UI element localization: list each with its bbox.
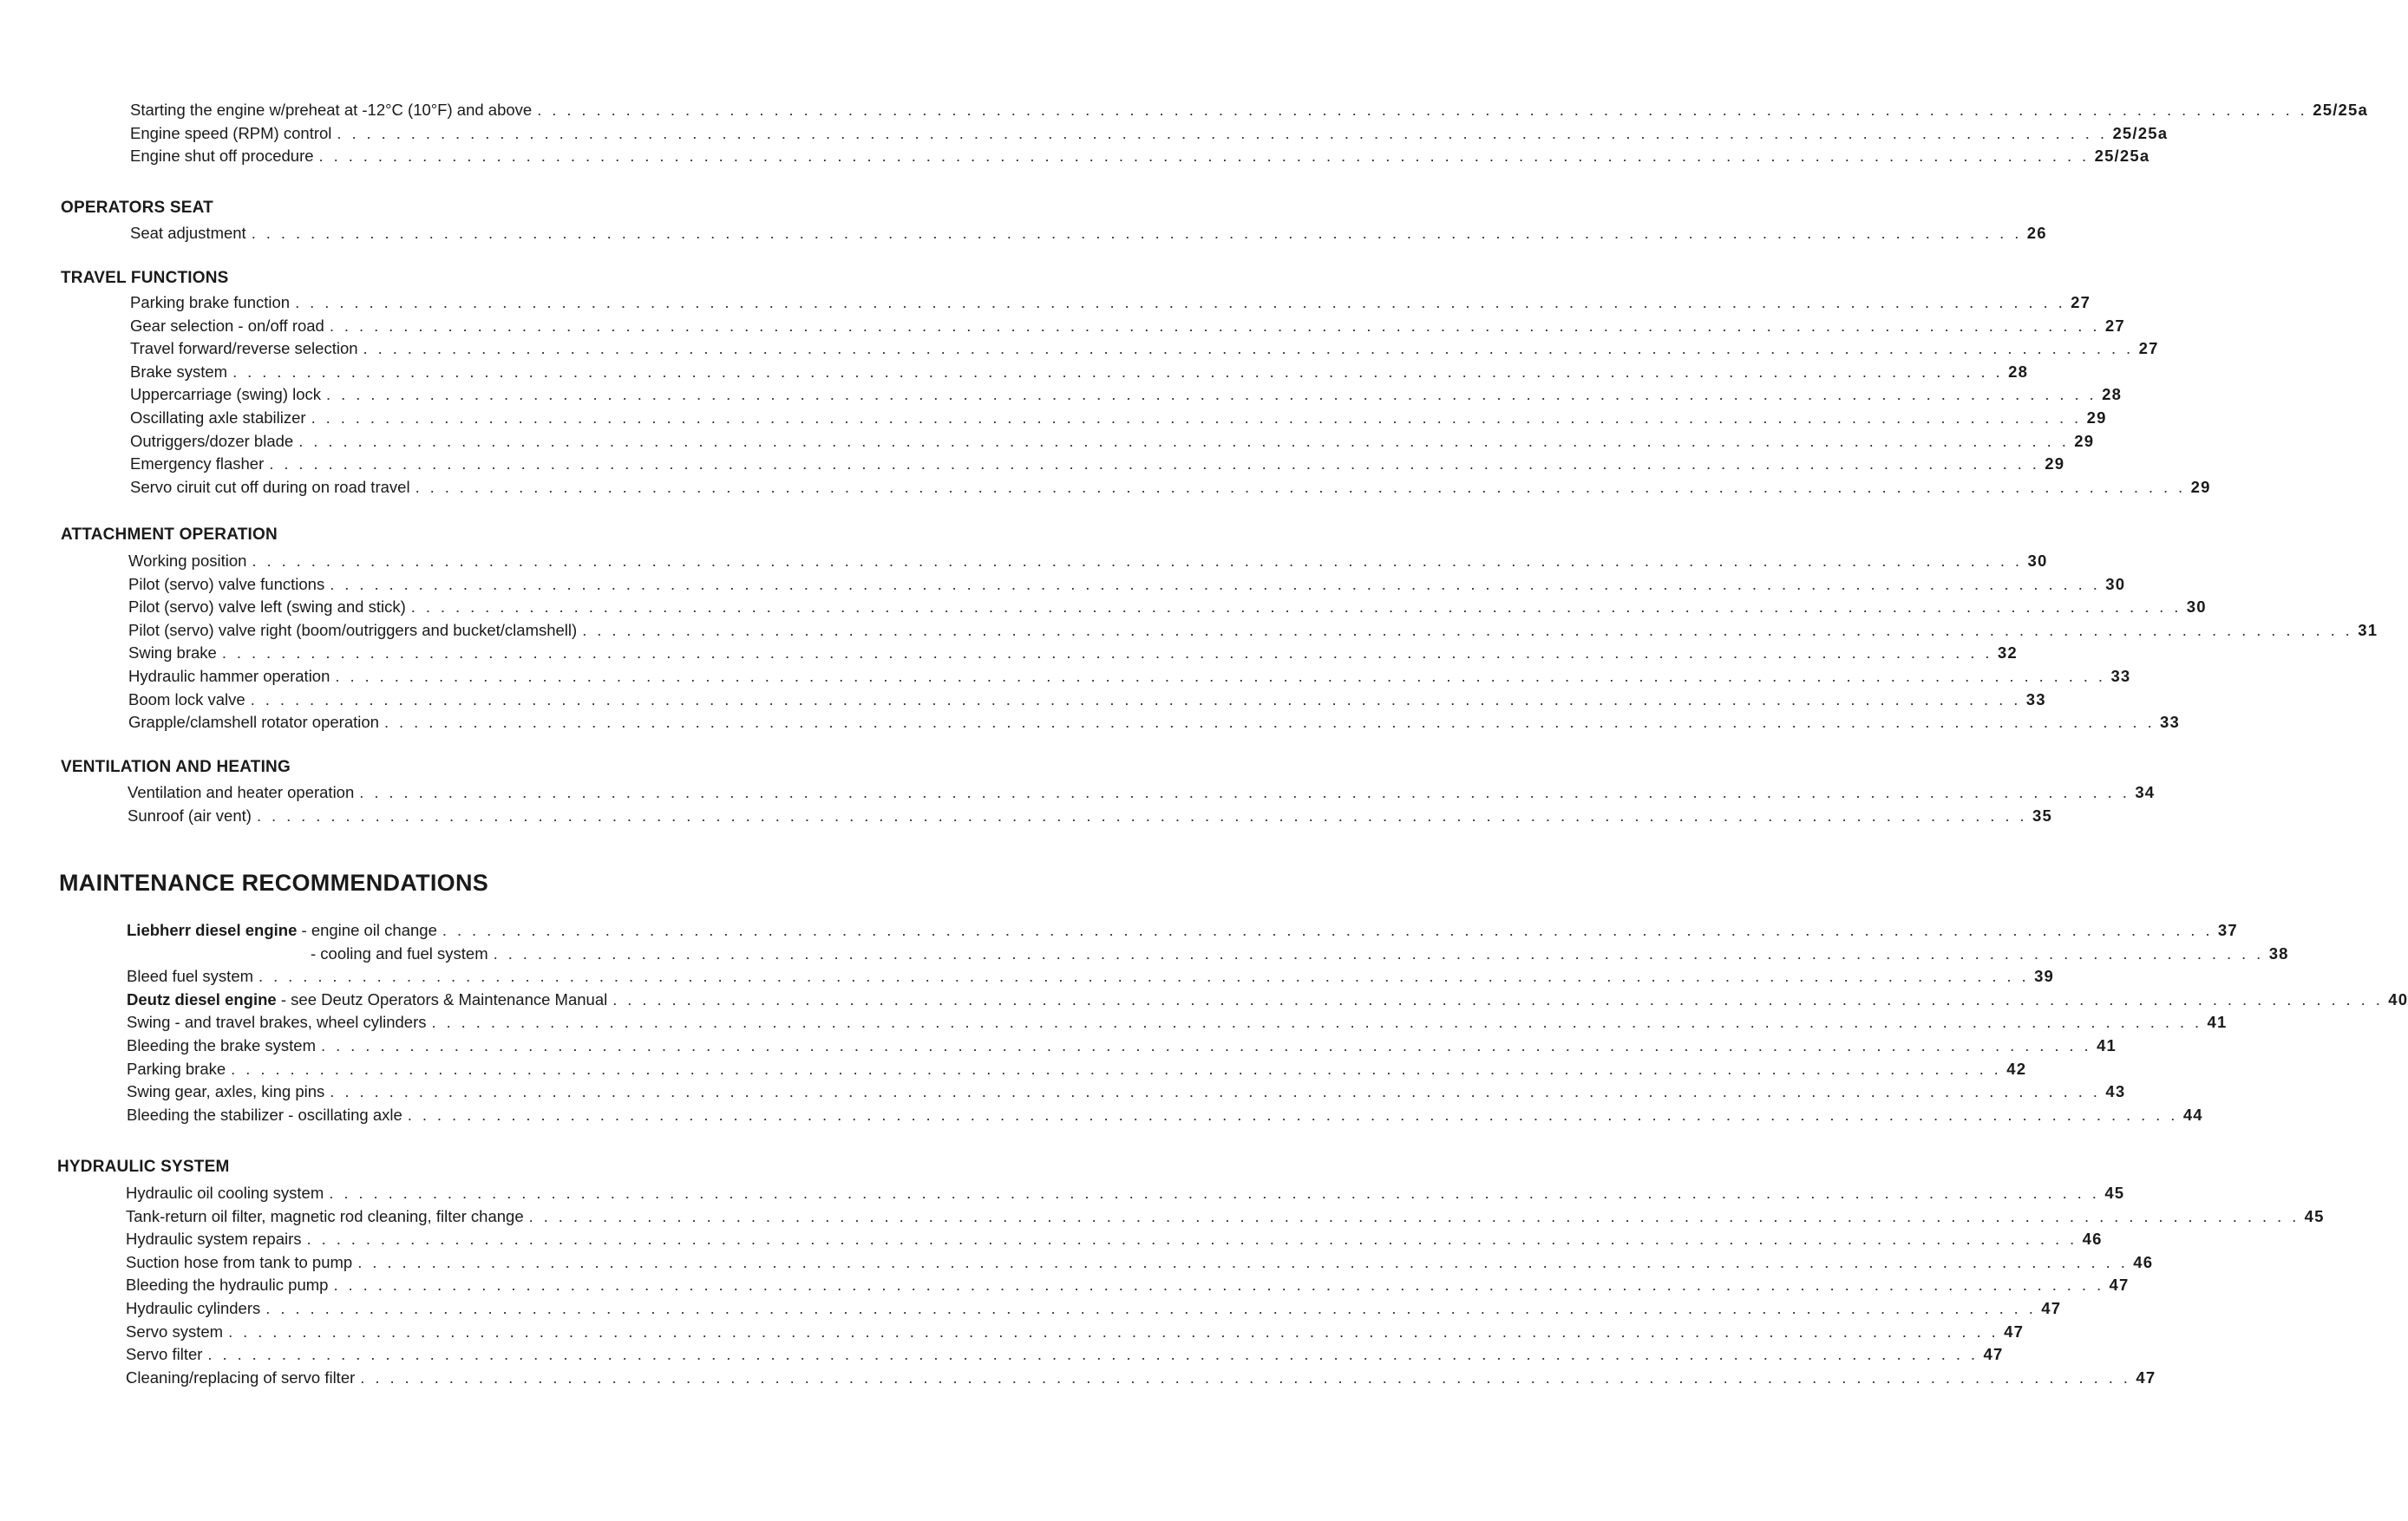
toc-entry-label: Swing gear, axles, king pins — [127, 1082, 325, 1101]
toc-entry-label: Seat adjustment — [130, 224, 246, 242]
toc-entry-label: Pilot (servo) valve right (boom/outriggers and bucket/clamshell) — [128, 620, 578, 639]
toc-entry — [126, 1322, 2025, 1345]
toc-entry-label — [127, 990, 612, 1009]
dot-leader: . . . . . . . . . . . . . . . . . . . . . . . . . . . . . . . . . . . . . . . . . . . . . . . . . . . . . . . . . . . . . . . . . . . . . . . . . . . . . . . . . . . . . . . . . . . . . . . . . . . . . . . . . . . . . . . . . . . . . . . . — [321, 1036, 2092, 1054]
toc-entry — [130, 431, 2095, 454]
toc-entry-label: Parking brake function — [130, 293, 291, 311]
dot-leader: . . . . . . . . . . . . . . . . . . . . . . . . . . . . . . . . . . . . . . . . . . . . . . . . . . . . . . . . . . . . . . . . . . . . . . . . . . . . . . . . . . . . . . . . . . . . . . . . . . . . . . . . . . . . . . . . . . . . . . . . — [295, 293, 2066, 311]
toc-entry — [127, 967, 2055, 989]
toc-entry-label — [127, 921, 442, 940]
toc-entry — [128, 783, 2156, 806]
dot-leader: . . . . . . . . . . . . . . . . . . . . . . . . . . . . . . . . . . . . . . . . . . . . . . . . . . . . . . . . . . . . . . . . . . . . . . . . . . . . . . . . . . . . . . . . . . . . . . . . . . . . . . . . . . . . . . . . . . . . . . . . — [330, 574, 2101, 593]
toc-entry — [130, 123, 2169, 147]
section-heading-travel-functions: TRAVEL FUNCTIONS — [61, 269, 229, 287]
toc-entry — [127, 1036, 2117, 1059]
toc-entry — [130, 316, 2125, 339]
dot-leader: . . . . . . . . . . . . . . . . . . . . . . . . . . . . . . . . . . . . . . . . . . . . . . . . . . . . . . . . . . . . . . . . . . . . . . . . . . . . . . . . . . . . . . . . . . . . . . . . . . . . . . . . . . . . . . . . . . . . . . . . — [228, 1322, 1999, 1341]
toc-entry — [128, 806, 2052, 829]
dot-leader: . . . . . . . . . . . . . . . . . . . . . . . . . . . . . . . . . . . . . . . . . . . . . . . . . . . . . . . . . . . . . . . . . . . . . . . . . . . . . . . . . . . . . . . . . . . . . . . . . . . . . . . . . . . . . . . . . . . . . . . . — [256, 806, 2027, 825]
toc-entry — [128, 574, 2126, 597]
toc-entry-label: Bleeding the stabilizer - oscillating axle — [127, 1105, 402, 1124]
toc-entry-page-number: 29 — [2086, 408, 2107, 427]
toc-entry — [130, 408, 2107, 431]
dot-leader: . . . . . . . . . . . . . . . . . . . . . . . . . . . . . . . . . . . . . . . . . . . . . . . . . . . . . . . . . . . . . . . . . . . . . . . . . . . . . . . . . . . . . . . . . . . . . . . . . . . . . . . . . . . . . . . . . . . . . . . . — [329, 1184, 2100, 1202]
toc-entry-label: Servo filter — [126, 1345, 203, 1364]
toc-entry-page-number: 30 — [2027, 552, 2048, 570]
toc-entry-label: Engine speed (RPM) control — [130, 123, 332, 142]
dot-leader: . . . . . . . . . . . . . . . . . . . . . . . . . . . . . . . . . . . . . . . . . . . . . . . . . . . . . . . . . . . . . . . . . . . . . . . . . . . . . . . . . . . . . . . . . . . . . . . . . . . . . . . . . . . . . . . . . . . . . . . . — [250, 689, 2021, 708]
toc-entry-page-number: 33 — [2160, 713, 2180, 732]
toc-entry — [126, 1184, 2125, 1206]
toc-entry-page-number: 46 — [2082, 1230, 2103, 1249]
toc-entry-page-number: 25/25a — [2313, 101, 2369, 119]
toc-entry-label: Pilot (servo) valve left (swing and stick) — [128, 597, 406, 617]
toc-entry — [127, 989, 2408, 1013]
toc-entry-label: Gear selection - on/off road — [130, 316, 324, 335]
toc-entry-page-number: 26 — [2026, 224, 2047, 242]
dot-leader: . . . . . . . . . . . . . . . . . . . . . . . . . . . . . . . . . . . . . . . . . . . . . . . . . . . . . . . . . . . . . . . . . . . . . . . . . . . . . . . . . . . . . . . . . . . . . . . . . . . . . . . . . . . . . . . . . . . . . . . . — [221, 643, 1992, 663]
toc-entry — [127, 1105, 2203, 1128]
toc-entry-page-number: 45 — [2304, 1206, 2325, 1225]
toc-entry-label: Brake system — [130, 362, 228, 381]
toc-entry-label: Emergency flasher — [130, 454, 265, 473]
toc-entry-page-number: 45 — [2104, 1184, 2125, 1202]
toc-entry — [130, 385, 2123, 408]
toc-entry-label: Cleaning/replacing of servo filter — [126, 1368, 356, 1387]
toc-entry-page-number: 29 — [2045, 454, 2065, 473]
toc-entry — [126, 1345, 2004, 1368]
dot-leader: . . . . . . . . . . . . . . . . . . . . . . . . . . . . . . . . . . . . . . . . . . . . . . . . . . . . . . . . . . . . . . . . . . . . . . . . . . . . . . . . . . . . . . . . . . . . . . . . . . . . . . . . . . . . . . . . . . . . . . . . — [493, 943, 2264, 963]
toc-entry-page-number: 25/25a — [2094, 147, 2150, 166]
toc-entry — [130, 362, 2029, 385]
toc-entry-page-number: 27 — [2071, 293, 2091, 311]
toc-entry — [128, 689, 2046, 713]
toc-entry — [128, 620, 2379, 643]
maintenance-recommendations-heading: MAINTENANCE RECOMMENDATIONS — [59, 870, 489, 896]
dot-leader: . . . . . . . . . . . . . . . . . . . . . . . . . . . . . . . . . . . . . . . . . . . . . . . . . . . . . . . . . . . . . . . . . . . . . . . . . . . . . . . . . . . . . . . . . . . . . . . . . . . . . . . . . . . . . . . . . . . . . . . . — [612, 989, 2384, 1009]
dot-leader: . . . . . . . . . . . . . . . . . . . . . . . . . . . . . . . . . . . . . . . . . . . . . . . . . . . . . . . . . . . . . . . . . . . . . . . . . . . . . . . . . . . . . . . . . . . . . . . . . . . . . . . . . . . . . . . . . . . . . . . . — [442, 921, 2213, 939]
toc-entry — [128, 643, 2018, 666]
toc-entry-page-number: 27 — [2138, 339, 2159, 358]
toc-entry — [127, 1059, 2027, 1082]
dot-leader: . . . . . . . . . . . . . . . . . . . . . . . . . . . . . . . . . . . . . . . . . . . . . . . . . . . . . . . . . . . . . . . . . . . . . . . . . . . . . . . . . . . . . . . . . . . . . . . . . . . . . . . . . . . . . . . . . . . . . . . . — [298, 431, 2070, 450]
dot-leader: . . . . . . . . . . . . . . . . . . . . . . . . . . . . . . . . . . . . . . . . . . . . . . . . . . . . . . . . . . . . . . . . . . . . . . . . . . . . . . . . . . . . . . . . . . . . . . . . . . . . . . . . . . . . . . . . . . . . . . . . — [258, 967, 2030, 986]
dot-leader: . . . . . . . . . . . . . . . . . . . . . . . . . . . . . . . . . . . . . . . . . . . . . . . . . . . . . . . . . . . . . . . . . . . . . . . . . . . . . . . . . . . . . . . . . . . . . . . . . . . . . . . . . . . . . . . . . . . . . . . . — [383, 713, 2156, 732]
toc-entry-page-number: 47 — [2041, 1299, 2062, 1317]
toc-entry-page-number: 41 — [2097, 1036, 2117, 1054]
dot-leader: . . . . . . . . . . . . . . . . . . . . . . . . . . . . . . . . . . . . . . . . . . . . . . . . . . . . . . . . . . . . . . . . . . . . . . . . . . . . . . . . . . . . . . . . . . . . . . . . . . . . . . . . . . . . . . . . . . . . . . . . — [330, 1082, 2101, 1101]
dot-leader: . . . . . . . . . . . . . . . . . . . . . . . . . . . . . . . . . . . . . . . . . . . . . . . . . . . . . . . . . . . . . . . . . . . . . . . . . . . . . . . . . . . . . . . . . . . . . . . . . . . . . . . . . . . . . . . . . . . . . . . . — [528, 1206, 2300, 1225]
dot-leader: . . . . . . . . . . . . . . . . . . . . . . . . . . . . . . . . . . . . . . . . . . . . . . . . . . . . . . . . . . . . . . . . . . . . . . . . . . . . . . . . . . . . . . . . . . . . . . . . . . . . . . . . . . . . . . . . . . . . . . . . — [359, 783, 2130, 801]
toc-entry-page-number: 30 — [2105, 574, 2126, 593]
toc-entry-label: Sunroof (air vent) — [128, 806, 252, 825]
toc-entry-label: Uppercarriage (swing) lock — [130, 385, 322, 404]
toc-entry — [130, 454, 2065, 477]
toc-entry — [311, 943, 2289, 967]
dot-leader: . . . . . . . . . . . . . . . . . . . . . . . . . . . . . . . . . . . . . . . . . . . . . . . . . . . . . . . . . . . . . . . . . . . . . . . . . . . . . . . . . . . . . . . . . . . . . . . . . . . . . . . . . . . . . . . . . . . . . . . . — [415, 477, 2186, 496]
toc-entry-label: Parking brake — [127, 1059, 226, 1078]
toc-entry-label: Grapple/clamshell rotator operation — [128, 713, 379, 732]
toc-entry-label: Outriggers/dozer blade — [130, 431, 294, 450]
toc-entry-page-number: 44 — [2182, 1105, 2203, 1124]
toc-entry-page-number: 29 — [2074, 431, 2095, 450]
toc-entry-label: Oscillating axle stabilizer — [130, 408, 306, 427]
toc-entry-page-number: 47 — [2109, 1276, 2130, 1295]
toc-entry-page-number: 29 — [2190, 477, 2211, 496]
toc-entry-label: Hydraulic hammer operation — [128, 667, 330, 685]
toc-entry-page-number: 27 — [2104, 316, 2125, 335]
toc-entry — [126, 1368, 2156, 1391]
toc-entry-page-number: 38 — [2268, 943, 2289, 963]
dot-leader: . . . . . . . . . . . . . . . . . . . . . . . . . . . . . . . . . . . . . . . . . . . . . . . . . . . . . . . . . . . . . . . . . . . . . . . . . . . . . . . . . . . . . . . . . . . . . . . . . . . . . . . . . . . . . . . . . . . . . . . . — [252, 552, 2023, 570]
toc-entry-label-text: - see Deutz Operators & Maintenance Manual — [276, 989, 608, 1009]
toc-entry — [130, 147, 2150, 169]
toc-entry-label: Hydraulic system repairs — [126, 1230, 302, 1249]
toc-entry-label: Suction hose from tank to pump — [126, 1252, 353, 1271]
toc-entry-label: Travel forward/reverse selection — [130, 339, 358, 358]
toc-entry — [126, 1299, 2062, 1322]
toc-entry-bold-label: Liebherr diesel engine — [127, 921, 298, 939]
dot-leader: . . . . . . . . . . . . . . . . . . . . . . . . . . . . . . . . . . . . . . . . . . . . . . . . . . . . . . . . . . . . . . . . . . . . . . . . . . . . . . . . . . . . . . . . . . . . . . . . . . . . . . . . . . . . . . . . . . . . . . . . — [269, 454, 2040, 473]
toc-entry-page-number: 47 — [1983, 1345, 2004, 1364]
dot-leader: . . . . . . . . . . . . . . . . . . . . . . . . . . . . . . . . . . . . . . . . . . . . . . . . . . . . . . . . . . . . . . . . . . . . . . . . . . . . . . . . . . . . . . . . . . . . . . . . . . . . . . . . . . . . . . . . . . . . . . . . — [207, 1345, 1979, 1364]
toc-entry-label: Tank-return oil filter, magnetic rod cleaning, filter change — [126, 1206, 524, 1225]
toc-entry-page-number: 47 — [2004, 1322, 2025, 1341]
toc-entry-page-number: 34 — [2135, 783, 2156, 801]
toc-entry-label: Servo system — [126, 1322, 224, 1341]
dot-leader: . . . . . . . . . . . . . . . . . . . . . . . . . . . . . . . . . . . . . . . . . . . . . . . . . . . . . . . . . . . . . . . . . . . . . . . . . . . . . . . . . . . . . . . . . . . . . . . . . . . . . . . . . . . . . . . . . . . . . . . . — [335, 667, 2106, 685]
toc-entry-label: Engine shut off procedure — [130, 147, 314, 166]
section-heading-operators-seat: OPERATORS SEAT — [61, 199, 213, 217]
dot-leader: . . . . . . . . . . . . . . . . . . . . . . . . . . . . . . . . . . . . . . . . . . . . . . . . . . . . . . . . . . . . . . . . . . . . . . . . . . . . . . . . . . . . . . . . . . . . . . . . . . . . . . . . . . . . . . . . . . . . . . . . — [363, 339, 2134, 358]
toc-entry-label: Working position — [128, 552, 247, 570]
toc-entry-label: Swing brake — [128, 643, 217, 663]
toc-entry-label: Bleeding the hydraulic pump — [126, 1276, 329, 1295]
dot-leader: . . . . . . . . . . . . . . . . . . . . . . . . . . . . . . . . . . . . . . . . . . . . . . . . . . . . . . . . . . . . . . . . . . . . . . . . . . . . . . . . . . . . . . . . . . . . . . . . . . . . . . . . . . . . . . . . . . . . . . . . — [431, 1013, 2202, 1032]
toc-entry-label: Hydraulic cylinders — [126, 1299, 261, 1317]
toc-entry-page-number: 47 — [2136, 1368, 2156, 1387]
toc-entry-label: Bleed fuel system — [127, 967, 254, 986]
toc-entry — [126, 1206, 2325, 1230]
dot-leader: . . . . . . . . . . . . . . . . . . . . . . . . . . . . . . . . . . . . . . . . . . . . . . . . . . . . . . . . . . . . . . . . . . . . . . . . . . . . . . . . . . . . . . . . . . . . . . . . . . . . . . . . . . . . . . . . . . . . . . . . — [232, 362, 2004, 381]
toc-entry-label: Starting the engine w/preheat at -12°C (10°F) and above — [130, 101, 533, 119]
toc-entry-label: Pilot (servo) valve functions — [128, 574, 325, 593]
toc-entry — [127, 1082, 2126, 1105]
dot-leader: . . . . . . . . . . . . . . . . . . . . . . . . . . . . . . . . . . . . . . . . . . . . . . . . . . . . . . . . . . . . . . . . . . . . . . . . . . . . . . . . . . . . . . . . . . . . . . . . . . . . . . . . . . . . . . . . . . . . . . . . — [333, 1276, 2104, 1295]
dot-leader: . . . . . . . . . . . . . . . . . . . . . . . . . . . . . . . . . . . . . . . . . . . . . . . . . . . . . . . . . . . . . . . . . . . . . . . . . . . . . . . . . . . . . . . . . . . . . . . . . . . . . . . . . . . . . . . . . . . . . . . . — [407, 1105, 2178, 1124]
toc-entry — [126, 1230, 2103, 1252]
toc-entry-label-text: - engine oil change — [297, 921, 437, 939]
toc-entry-page-number: 33 — [2025, 689, 2046, 708]
dot-leader: . . . . . . . . . . . . . . . . . . . . . . . . . . . . . . . . . . . . . . . . . . . . . . . . . . . . . . . . . . . . . . . . . . . . . . . . . . . . . . . . . . . . . . . . . . . . . . . . . . . . . . . . . . . . . . . . . . . . . . . . — [410, 597, 2182, 617]
toc-entry-label: Bleeding the brake system — [127, 1036, 317, 1054]
toc-entry — [130, 339, 2159, 362]
toc-entry-page-number: 35 — [2032, 806, 2052, 825]
toc-entry — [130, 477, 2211, 500]
toc-entry — [130, 224, 2047, 246]
toc-entry-label: - cooling and fuel system — [311, 943, 488, 963]
toc-entry-page-number: 33 — [2110, 667, 2131, 685]
dot-leader: . . . . . . . . . . . . . . . . . . . . . . . . . . . . . . . . . . . . . . . . . . . . . . . . . . . . . . . . . . . . . . . . . . . . . . . . . . . . . . . . . . . . . . . . . . . . . . . . . . . . . . . . . . . . . . . . . . . . . . . . — [311, 408, 2082, 427]
toc-entry-page-number: 46 — [2133, 1252, 2154, 1271]
toc-entry — [128, 597, 2207, 620]
toc-entry — [126, 1276, 2130, 1298]
dot-leader: . . . . . . . . . . . . . . . . . . . . . . . . . . . . . . . . . . . . . . . . . . . . . . . . . . . . . . . . . . . . . . . . . . . . . . . . . . . . . . . . . . . . . . . . . . . . . . . . . . . . . . . . . . . . . . . . . . . . . . . . — [357, 1252, 2129, 1271]
toc-entry-label: Hydraulic oil cooling system — [126, 1184, 324, 1202]
toc-entry-page-number: 31 — [2358, 620, 2379, 639]
dot-leader: . . . . . . . . . . . . . . . . . . . . . . . . . . . . . . . . . . . . . . . . . . . . . . . . . . . . . . . . . . . . . . . . . . . . . . . . . . . . . . . . . . . . . . . . . . . . . . . . . . . . . . . . . . . . . . . . . . . . . . . . — [337, 123, 2108, 142]
toc-entry — [130, 101, 2369, 123]
toc-entry-bold-label: Deutz diesel engine — [127, 989, 277, 1009]
dot-leader: . . . . . . . . . . . . . . . . . . . . . . . . . . . . . . . . . . . . . . . . . . . . . . . . . . . . . . . . . . . . . . . . . . . . . . . . . . . . . . . . . . . . . . . . . . . . . . . . . . . . . . . . . . . . . . . . . . . . . . . . — [582, 620, 2353, 639]
dot-leader: . . . . . . . . . . . . . . . . . . . . . . . . . . . . . . . . . . . . . . . . . . . . . . . . . . . . . . . . . . . . . . . . . . . . . . . . . . . . . . . . . . . . . . . . . . . . . . . . . . . . . . . . . . . . . . . . . . . . . . . . — [265, 1299, 2037, 1317]
toc-entry-page-number: 28 — [2008, 362, 2029, 381]
toc-entry-page-number: 25/25a — [2112, 123, 2169, 142]
section-heading-attachment-operation: ATTACHMENT OPERATION — [61, 525, 278, 544]
toc-entry — [128, 667, 2131, 689]
toc-entry — [126, 1252, 2154, 1276]
toc-entry-page-number: 42 — [2006, 1059, 2027, 1078]
toc-entry — [128, 552, 2048, 574]
toc-entry-page-number: 30 — [2186, 597, 2207, 617]
toc-entry-page-number: 43 — [2105, 1082, 2126, 1101]
toc-entry — [128, 713, 2180, 735]
toc-entry-page-number: 37 — [2217, 921, 2238, 939]
dot-leader: . . . . . . . . . . . . . . . . . . . . . . . . . . . . . . . . . . . . . . . . . . . . . . . . . . . . . . . . . . . . . . . . . . . . . . . . . . . . . . . . . . . . . . . . . . . . . . . . . . . . . . . . . . . . . . . . . . . . . . . . — [360, 1368, 2131, 1387]
toc-entry-page-number: 39 — [2034, 967, 2055, 986]
dot-leader: . . . . . . . . . . . . . . . . . . . . . . . . . . . . . . . . . . . . . . . . . . . . . . . . . . . . . . . . . . . . . . . . . . . . . . . . . . . . . . . . . . . . . . . . . . . . . . . . . . . . . . . . . . . . . . . . . . . . . . . . — [231, 1059, 2002, 1078]
toc-entry-page-number: 40 — [2388, 989, 2408, 1009]
toc-entry — [127, 1013, 2228, 1035]
toc-entry — [130, 293, 2091, 316]
toc-entry-label: Ventilation and heater operation — [128, 783, 355, 801]
toc-entry-label: Servo ciruit cut off during on road travel — [130, 477, 410, 496]
dot-leader: . . . . . . . . . . . . . . . . . . . . . . . . . . . . . . . . . . . . . . . . . . . . . . . . . . . . . . . . . . . . . . . . . . . . . . . . . . . . . . . . . . . . . . . . . . . . . . . . . . . . . . . . . . . . . . . . . . . . . . . . — [306, 1230, 2078, 1249]
dot-leader: . . . . . . . . . . . . . . . . . . . . . . . . . . . . . . . . . . . . . . . . . . . . . . . . . . . . . . . . . . . . . . . . . . . . . . . . . . . . . . . . . . . . . . . . . . . . . . . . . . . . . . . . . . . . . . . . . . . . . . . . — [329, 316, 2100, 335]
dot-leader: . . . . . . . . . . . . . . . . . . . . . . . . . . . . . . . . . . . . . . . . . . . . . . . . . . . . . . . . . . . . . . . . . . . . . . . . . . . . . . . . . . . . . . . . . . . . . . . . . . . . . . . . . . . . . . . . . . . . . . . . — [537, 101, 2308, 119]
toc-entry-page-number: 32 — [1997, 643, 2018, 663]
toc-entry — [127, 921, 2238, 943]
section-heading-hydraulic-system: HYDRAULIC SYSTEM — [57, 1158, 230, 1176]
dot-leader: . . . . . . . . . . . . . . . . . . . . . . . . . . . . . . . . . . . . . . . . . . . . . . . . . . . . . . . . . . . . . . . . . . . . . . . . . . . . . . . . . . . . . . . . . . . . . . . . . . . . . . . . . . . . . . . . . . . . . . . . — [326, 385, 2097, 404]
toc-entry-page-number: 28 — [2102, 385, 2123, 404]
section-heading-ventilation-heating: VENTILATION AND HEATING — [61, 758, 291, 776]
toc-entry-page-number: 41 — [2207, 1013, 2228, 1032]
dot-leader: . . . . . . . . . . . . . . . . . . . . . . . . . . . . . . . . . . . . . . . . . . . . . . . . . . . . . . . . . . . . . . . . . . . . . . . . . . . . . . . . . . . . . . . . . . . . . . . . . . . . . . . . . . . . . . . . . . . . . . . . — [318, 147, 2090, 166]
dot-leader: . . . . . . . . . . . . . . . . . . . . . . . . . . . . . . . . . . . . . . . . . . . . . . . . . . . . . . . . . . . . . . . . . . . . . . . . . . . . . . . . . . . . . . . . . . . . . . . . . . . . . . . . . . . . . . . . . . . . . . . . — [251, 224, 2022, 242]
toc-entry-label: Swing - and travel brakes, wheel cylinders — [127, 1013, 427, 1032]
toc-entry-label: Boom lock valve — [128, 689, 245, 708]
